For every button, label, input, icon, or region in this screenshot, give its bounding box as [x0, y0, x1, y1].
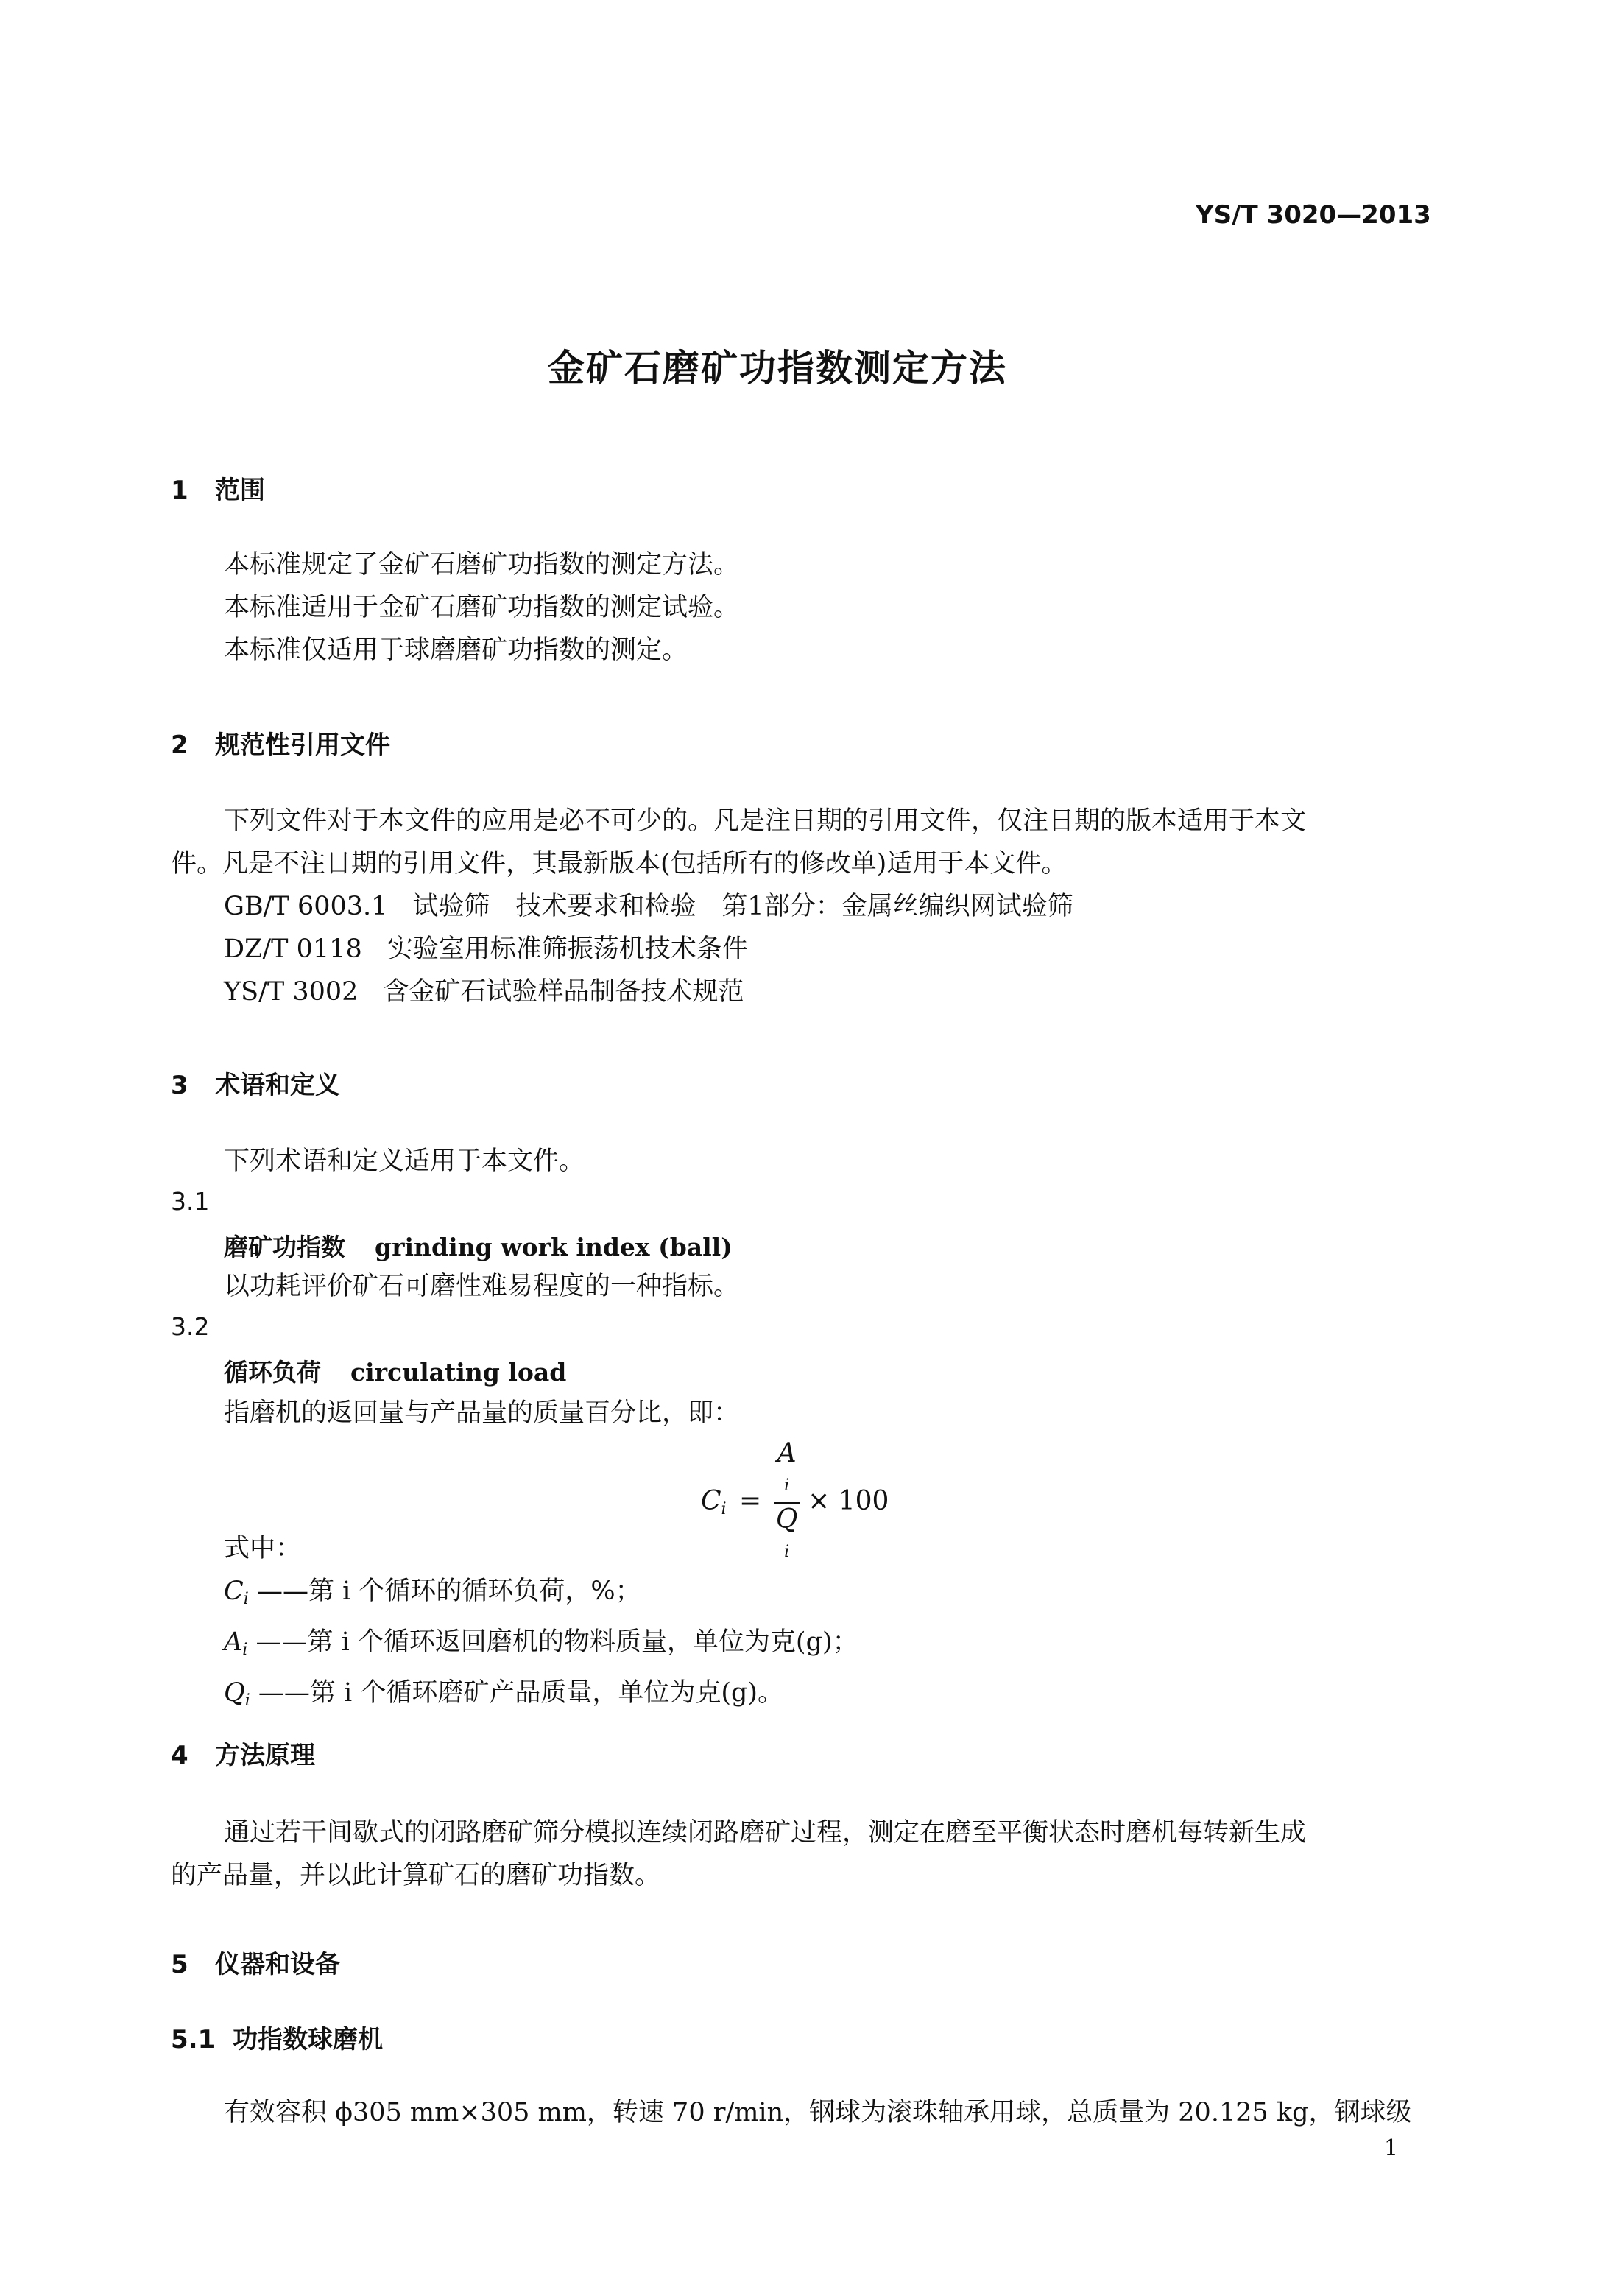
term-definition: 以功耗评价矿石可磨性难易程度的一种指标。: [224, 1272, 740, 1301]
section-title: 规范性引用文件: [215, 730, 390, 760]
section-number: 2: [171, 730, 188, 760]
variable-item: $A_i$ ——第 i 个循环返回磨机的物料质量，单位为克(g)；: [224, 1627, 858, 1659]
section-number: 3: [171, 1071, 188, 1100]
variable-item: $C_i$ ——第 i 个循环的循环负荷，%；: [224, 1577, 641, 1608]
section-title: 范围: [215, 476, 265, 505]
variable-item: $Q_i$ ——第 i 个循环磨矿产品质量，单位为克(g)。: [224, 1678, 784, 1710]
section-title: 仪器和设备: [215, 1950, 340, 1979]
reference-code: YS/T 3002: [224, 977, 359, 1007]
term-english: grinding work index (ball): [375, 1233, 733, 1261]
section-1-heading: [171, 470, 265, 506]
section-2-heading: [171, 725, 390, 761]
reference-item: [224, 928, 1073, 971]
paragraph: 本标准适用于金矿石磨矿功指数的测定试验。: [224, 593, 740, 622]
paragraph-line: 通过若干间歇式的闭路磨矿筛分模拟连续闭路磨矿过程，测定在磨至平衡状态时磨机每转新生成: [224, 1818, 1307, 1848]
reference-code: GB/T 6003.1: [224, 892, 388, 921]
term-number: 3.1: [171, 1187, 210, 1216]
section-1-body: [224, 543, 739, 672]
subsection-title: 功指数球磨机: [233, 2025, 383, 2054]
term-english: circulating load: [350, 1358, 567, 1387]
where-label: 式中：: [224, 1534, 302, 1563]
section-5-heading: [171, 1944, 340, 1980]
paragraph-line: 件。凡是不注日期的引用文件，其最新版本(包括所有的修改单)适用于本文件。: [171, 849, 1068, 878]
reference-title: 实验室用标准筛振荡机技术条件: [387, 934, 748, 964]
reference-title: 含金矿石试验样品制备技术规范: [383, 977, 744, 1007]
variable-list: [224, 1570, 858, 1722]
formula-rhs: × 100: [808, 1486, 889, 1516]
reference-list: [224, 885, 1073, 1013]
section-number: 4: [171, 1741, 188, 1770]
term-heading: [224, 1353, 566, 1388]
section-4-heading: [171, 1735, 315, 1771]
paragraph: 本标准仅适用于球磨磨矿功指数的测定。: [224, 635, 688, 665]
section-title: 术语和定义: [215, 1071, 340, 1100]
term-chinese: 磨矿功指数: [224, 1233, 345, 1261]
paragraph-line: 有效容积 ϕ305 mm×305 mm，转速 70 r/min，钢球为滚珠轴承用球，总质量为 20.125 kg，钢球级: [224, 2098, 1412, 2127]
paragraph: 下列术语和定义适用于本文件。: [224, 1147, 585, 1176]
formula-lhs: C: [701, 1486, 721, 1516]
section-3-heading: [171, 1065, 340, 1101]
reference-item: [224, 971, 1073, 1013]
formula-fraction: A i Q i: [774, 1437, 800, 1568]
term-definition: 指磨机的返回量与产品量的质量百分比，即：: [224, 1398, 740, 1428]
document-title: 金矿石磨矿功指数测定方法: [548, 347, 1007, 390]
term-heading: [224, 1228, 733, 1263]
subsection-number: 5.1: [171, 2025, 216, 2054]
section-title: 方法原理: [215, 1741, 315, 1770]
term-number: 3.2: [171, 1312, 210, 1341]
section-number: 1: [171, 476, 188, 505]
paragraph-line: 的产品量，并以此计算矿石的磨矿功指数。: [171, 1861, 661, 1890]
paragraph-line: 下列文件对于本文件的应用是必不可少的。凡是注日期的引用文件，仅注日期的版本适用于本文: [224, 806, 1307, 836]
formula: $C_i$ = A i Q i × 100: [701, 1437, 889, 1568]
subsection-5-1-heading: [171, 2019, 383, 2055]
standard-number: YS/T 3020—2013: [1196, 200, 1431, 230]
reference-title: 试验筛 技术要求和检验 第1部分：金属丝编织网试验筛: [412, 892, 1073, 921]
page-number: 1: [1384, 2135, 1399, 2161]
reference-code: DZ/T 0118: [224, 934, 362, 964]
term-chinese: 循环负荷: [224, 1358, 321, 1387]
reference-item: [224, 885, 1073, 928]
section-number: 5: [171, 1950, 188, 1979]
paragraph: 本标准规定了金矿石磨矿功指数的测定方法。: [224, 550, 740, 580]
